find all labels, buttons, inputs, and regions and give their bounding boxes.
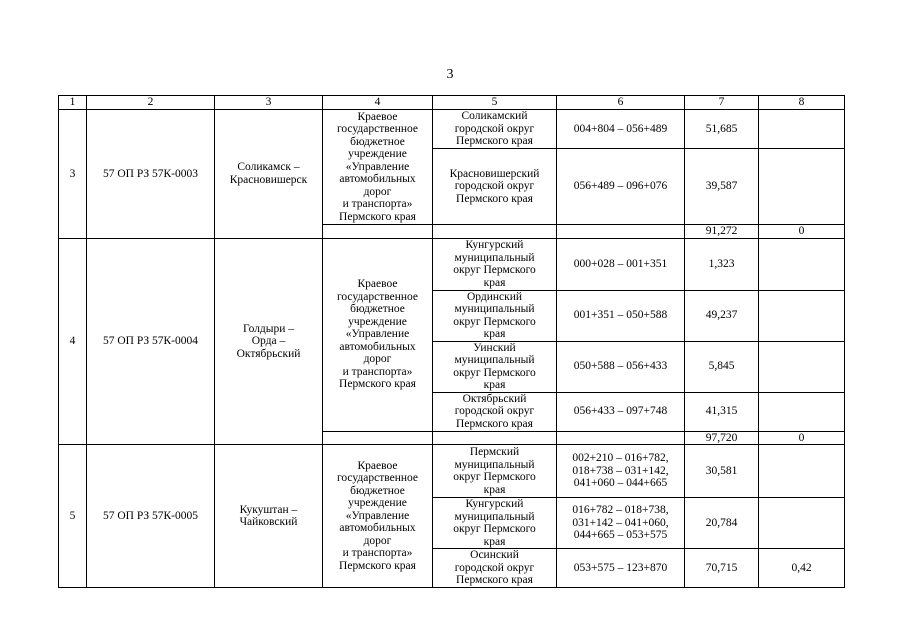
road-name: Голдыри – Орда – Октябрьский [215,238,323,445]
page-number: 3 [446,67,454,82]
blank-cell [557,225,685,239]
column-number: 8 [759,96,845,110]
segment-extra [759,110,845,149]
segment-km: 001+351 – 050+588 [557,290,685,341]
segment-km: 056+433 – 097+748 [557,392,685,431]
segment-extra [759,341,845,392]
segment-km: 050+588 – 056+433 [557,341,685,392]
segment-km: 004+804 – 056+489 [557,110,685,149]
segment-territory: Осинский городской округ Пермского края [433,549,557,588]
segment-extra [759,149,845,225]
blank-cell [557,431,685,445]
road-register-table [58,95,845,588]
table-row [59,445,845,498]
total-extra: 0 [759,431,845,445]
segment-length: 30,581 [685,445,759,498]
segment-extra [759,498,845,549]
segment-territory: Ординский муниципальный округ Пермского края [433,290,557,341]
segment-extra [759,290,845,341]
segment-territory: Красновишерский городской округ Пермского края [433,149,557,225]
segment-km: 053+575 – 123+870 [557,549,685,588]
blank-cell [433,431,557,445]
column-number: 6 [557,96,685,110]
segment-territory: Октябрьский городской округ Пермского края [433,392,557,431]
segment-length: 41,315 [685,392,759,431]
segment-km: 000+028 – 001+351 [557,238,685,290]
segment-km: 056+489 – 096+076 [557,149,685,225]
segment-territory: Кунгурский муниципальный округ Пермского края [433,498,557,549]
segment-extra [759,445,845,498]
segment-extra: 0,42 [759,549,845,588]
segment-extra [759,392,845,431]
segment-length: 49,237 [685,290,759,341]
segment-extra [759,238,845,290]
segment-territory: Пермский муниципальный округ Пермского края [433,445,557,498]
road-owner: Краевое государственное бюджетное учреждение «Управление автомобильных дорог и транспорта» Пермского края [323,445,433,588]
table-row [59,110,845,149]
road-owner: Краевое государственное бюджетное учреждение «Управление автомобильных дорог и транспорта» Пермского края [323,110,433,225]
segment-length: 39,587 [685,149,759,225]
road-number: 4 [59,238,87,445]
blank-cell [323,431,433,445]
segment-territory: Соликамский городской округ Пермского края [433,110,557,149]
blank-cell [323,225,433,239]
segment-length: 5,845 [685,341,759,392]
column-number: 4 [323,96,433,110]
column-number: 2 [87,96,215,110]
road-name: Соликамск – Красновишерск [215,110,323,239]
road-id: 57 ОП РЗ 57К-0003 [87,110,215,239]
column-number: 7 [685,96,759,110]
road-owner: Краевое государственное бюджетное учреждение «Управление автомобильных дорог и транспорта» Пермского края [323,238,433,431]
segment-territory: Кунгурский муниципальный округ Пермского края [433,238,557,290]
segment-km: 016+782 – 018+738, 031+142 – 041+060, 044+665 – 053+575 [557,498,685,549]
segment-length: 20,784 [685,498,759,549]
road-number: 5 [59,445,87,588]
column-number: 5 [433,96,557,110]
total-length: 97,720 [685,431,759,445]
road-id: 57 ОП РЗ 57К-0005 [87,445,215,588]
segment-length: 51,685 [685,110,759,149]
blank-cell [433,225,557,239]
road-name: Кукуштан – Чайковский [215,445,323,588]
segment-length: 70,715 [685,549,759,588]
column-number: 3 [215,96,323,110]
segment-territory: Уинский муниципальный округ Пермского края [433,341,557,392]
segment-length: 1,323 [685,238,759,290]
road-number: 3 [59,110,87,239]
total-length: 91,272 [685,225,759,239]
column-number-row [59,96,845,110]
column-number: 1 [59,96,87,110]
road-id: 57 ОП РЗ 57К-0004 [87,238,215,445]
total-extra: 0 [759,225,845,239]
segment-km: 002+210 – 016+782, 018+738 – 031+142, 041+060 – 044+665 [557,445,685,498]
table-row [59,238,845,290]
